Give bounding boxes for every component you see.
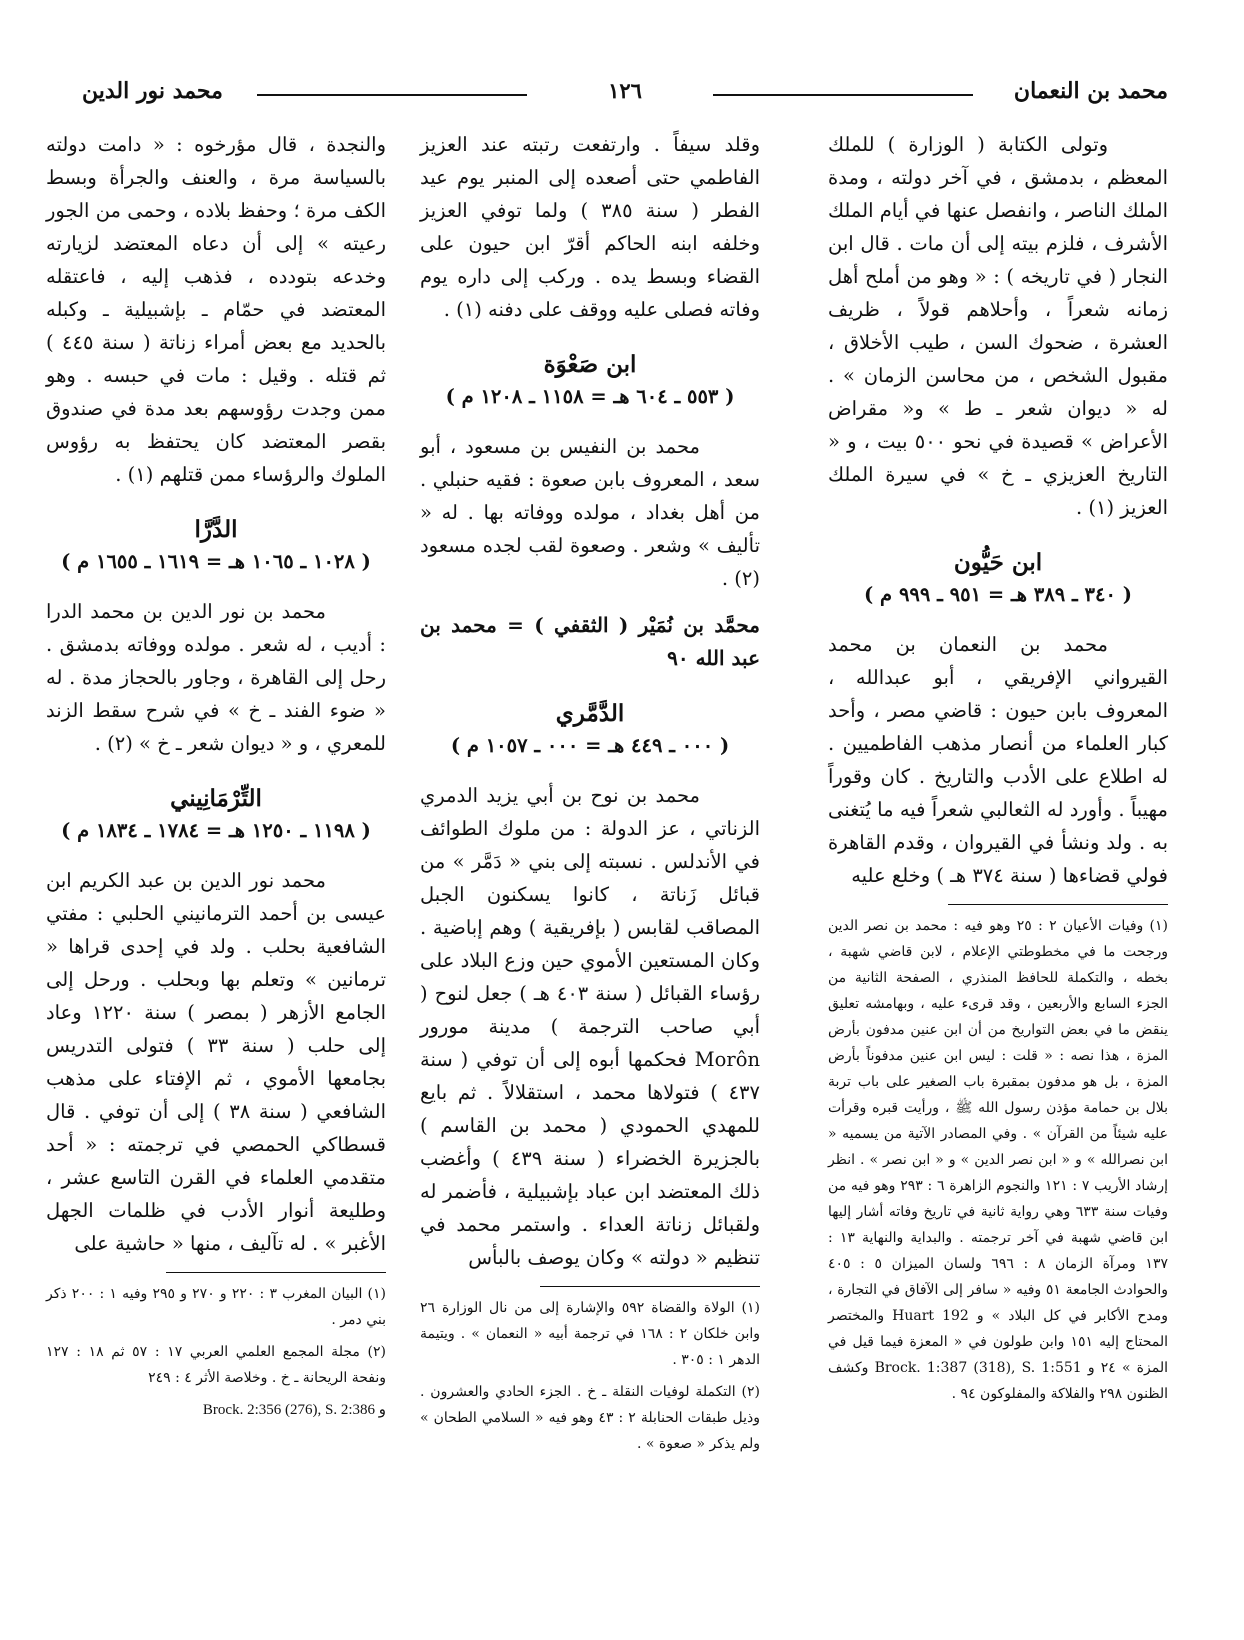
footnote-latin-text: Brock. 2:356 (276), S. 2:386 و [202, 1402, 386, 1418]
page-number: ١٢٦ [608, 78, 642, 103]
entry-title: ابن صَعْوَة [543, 351, 637, 378]
column-left [46, 128, 386, 1429]
entry-dates: ( ١١٩٨ ـ ١٢٥٠ هـ = ١٧٨٤ ـ ١٨٣٤ م ) [61, 819, 371, 842]
entry-text: وقلد سيفاً . وارتفعت رتبته عند العزيز الفاطمي حتى أصعده إلى المنبر يوم عيد الفطر ( سنة ٣٨٥ ) ولما توفي العزيز وخلفه ابنه الحاكم أقرّ ابن حيون على القضاء وبسط يده . وركب إلى داره يوم وفاته فصلى عليه ووقف على دفنه (١) . [420, 133, 760, 321]
footnote: (٢) التكملة لوفيات النقلة ـ خ . الجزء الحادي والعشرون . وذيل طبقات الحنابلة ٢ : ٤٣ وهو فيه « السلامي الطحان » ولم يذكر « صعوة » . [420, 1384, 760, 1452]
cross-reference: محمَّد بن نُمَيْر ( الثقفي ) = محمد بن عبد الله ٩٠ [420, 613, 760, 670]
entry-dates: ( ٠٠٠ ـ ٤٤٩ هـ = ٠٠٠ ـ ١٠٥٧ م ) [450, 734, 730, 757]
footnote-rule [948, 904, 1168, 905]
entry-dates: ( ٣٤٠ ـ ٣٨٩ هـ = ٩٥١ ـ ٩٩٩ م ) [864, 583, 1132, 606]
column-right [828, 128, 1168, 1413]
entry-text: محمد نور الدين بن عبد الكريم ابن عيسى بن أحمد الترمانيني الحلبي : مفتي الشافعية بحلب . ولد في إحدى قراها « ترمانين » وتعلم بها وبحلب . ورحل إلى الجامع الأزهر ( بمصر ) سنة ١٢٢٠ وعاد إلى حلب ( سنة ٣٣ ) فتولى التدريس بجامعها الأموي ، ثم الإفتاء على مذهب الشافعي ( سنة ٣٨ ) إلى أن توفي . قال قسطاكي الحمصي في ترجمته : « أحد متقدمي العلماء في القرن التاسع عشر ، وطليعة أنوار الأدب في ظلمات الجهل الأغبر » . له تآليف ، منها « حاشية على [46, 869, 387, 1255]
running-head-left: محمد نور الدين [82, 78, 223, 104]
footnote: (١) وفيات الأعيان ٢ : ٢٥ وهو فيه : محمد بن نصر الدين ورجحت ما في مخطوطتي الإعلام ، لابن قاضي شهبة ، بخطه ، والتكملة للحافظ المنذري ، الصفحة الثانية من الجزء السابع والأربعين ، وقد قرىء عليه ، وبهامشه تعليق ينقض ما في بعض التواريخ من أن ابن عنين مدفون بأرض المزة ، هذا نصه : « قلت : ليس ابن عنين مدفوناً بأرض المزة ، بل هو مدفون بمقبرة باب الصغير على باب تربة بلال بن حمامة مؤذن رسول الله ﷺ ، ورأيت قبره وقرأت عليه شيئاً من القرآن » . وفي المصادر الآتية من يسميه « ابن نصرالله » و « ابن نصر الدين » و « ابن نصر » . انظر إرشاد الأريب ٧ : ١٢١ والنجوم الزاهرة ٦ : ٢٩٣ وهو فيه من وفيات سنة ٦٣٣ وهي رواية ثانية في تاريخ وفاته أشار إليها ابن قاضي شهبة في آخر ترجمته . والبداية والنهاية ١٣ : ١٣٧ ومرآة الزمان ٨ : ٦٩٦ ولسان الميزان ٥ : ٤٠٥ والحوادث الجامعة ٥١ وفيه « سافر إلى الآفاق في التجارة ، ومدح الأكابر في كل البلاد » و Huart 192 والمختصر المحتاج إليه ١٥١ وابن طولون في « المعزة فيما قيل في المزة » ٢٤ و Brock. 1:387 (318), S. 1:551 وكشف الظنون ٢٩٨ والفلاكة والمفلوكون ٩٤ . [828, 918, 1169, 1402]
entry-text: محمد بن النفيس بن مسعود ، أبو سعد ، المعروف بابن صعوة : فقيه حنبلي . من أهل بغداد ، مولده ووفاته بها . له « تأليف » وشعر . وصعوة لقب لجده مسعود (٢) . [420, 435, 760, 590]
header-rule-left [257, 94, 527, 96]
footnote-rule [540, 1286, 760, 1287]
footnote: (١) الولاة والقضاة ٥٩٢ والإشارة إلى من نال الوزارة ٢٦ وابن خلكان ٢ : ١٦٨ في ترجمة أبيه « النعمان » . ويتيمة الدهر ١ : ٣٠٥ . [420, 1300, 761, 1368]
entry-title: التِّرْمَانِيني [170, 785, 262, 812]
page-header [82, 72, 1168, 112]
entry-title: الدَّمَّري [555, 700, 625, 727]
footnote-rule [166, 1272, 386, 1273]
footnote: (٢) مجلة المجمع العلمي العربي ١٧ : ٥٧ ثم ١٨ : ١٢٧ ونفحة الريحانة ـ خ . وخلاصة الأثر ٤ : ٢٤٩ [46, 1344, 386, 1386]
footnote: (١) البيان المغرب ٣ : ٢٢٠ و ٢٧٠ و ٢٩٥ وفيه ١ : ٢٠٠ ذكر بني دمر . [46, 1286, 387, 1328]
entry-text: محمد بن نوح بن أبي يزيد الدمري الزناتي ، عز الدولة : من ملوك الطوائف في الأندلس . نسبته إلى بني « دَمَّر » من قبائل زَناتة ، كانوا يسكنون الجبل المصاقب لقابس ( بإفريقية ) وهم إباضية . وكان المستعين الأموي حين وزع البلاد على رؤساء القبائل ( سنة ٤٠٣ هـ ) جعل لنوح ( أبي صاحب الترجمة ) مدينة مورور Morôn فحكمها أبوه إلى أن توفي ( سنة ٤٣٧ ) فتولاها محمد ، استقلالاً . ثم بايع للمهدي الحمودي ( محمد بن القاسم ) بالجزيرة الخضراء ( سنة ٤٣٩ ) وأغضب ذلك المعتضد ابن عباد بإشبيلية ، فأضمر له ولقبائل زناتة العداء . واستمر محمد في تنظيم « دولته » وكان يوصف بالبأس [420, 784, 761, 1269]
entry-text: محمد بن النعمان بن محمد القيرواني الإفريقي ، أبو عبدالله ، المعروف بابن حيون : قاضي مصر ، وأحد كبار العلماء من أنصار مذهب الفاطميين . له اطلاع على الأدب والتاريخ . كان وقوراً مهيباً . وأورد له الثعالبي شعراً فيه ما يُتغنى به . ولد ونشأ في القيروان ، وقدم القاهرة فولي قضاءها ( سنة ٣٧٤ هـ ) وخلع عليه [828, 633, 1168, 887]
entry-text: محمد بن نور الدين بن محمد الدرا : أديب ، له شعر . مولده ووفاته بدمشق . رحل إلى القاهرة ، وجاور بالحجاز مدة . له « ضوء الفند ـ خ » في شرح سقط الزند للمعري ، و « ديوان شعر ـ خ » (٢) . [46, 600, 386, 755]
entry-text: والنجدة ، قال مؤرخوه : « دامت دولته بالسياسة مرة ، والعنف والجرأة وبسط الكف مرة ؛ وحفظ بلاده ، وحمى من الجور رعيته » إلى أن دعاه المعتضد لزيارته وخدعه بتودده ، فذهب إليه ، فاعتقله المعتضد في حمّام ـ بإشبيلية ـ وكبله بالحديد مع بعض أمراء زناتة ( سنة ٤٤٥ ) ثم قتله . وقيل : مات في حبسه . وهو ممن وجدت رؤوسهم بعد مدة في صندوق بقصر المعتضد كان يحتفظ به رؤوس الملوك والرؤساء ممن قتلهم (١) . [46, 133, 386, 486]
running-head-right: محمد بن النعمان [1013, 78, 1168, 104]
entry-title: ابن حَيُّون [953, 549, 1043, 576]
entry-dates: ( ١٠٢٨ ـ ١٠٦٥ هـ = ١٦١٩ ـ ١٦٥٥ م ) [61, 550, 371, 573]
entry-dates: ( ٥٥٣ ـ ٦٠٤ هـ = ١١٥٨ ـ ١٢٠٨ م ) [445, 385, 735, 408]
column-middle [420, 128, 760, 1463]
footnote-latin [46, 1397, 386, 1423]
entry-title: الدَّرَّا [194, 516, 238, 543]
entry-text: وتولى الكتابة ( الوزارة ) للملك المعظم ، بدمشق ، في آخر دولته ، ومدة الملك الناصر ، وانفصل عنها في أيام الملك الأشرف ، فلزم بيته إلى أن مات . قال ابن النجار ( في تاريخه ) : « وهو من أملح أهل زمانه شعراً ، وأحلاهم قولاً ، ظريف العشرة ، ضحوك السن ، طيب الأخلاق ، مقبول الشخص ، من محاسن الزمان » . له « ديوان شعر ـ ط » و« مقراض الأعراض » قصيدة في نحو ٥٠٠ بيت ، و « التاريخ العزيزي ـ خ » في سيرة الملك العزيز (١) . [828, 133, 1168, 519]
